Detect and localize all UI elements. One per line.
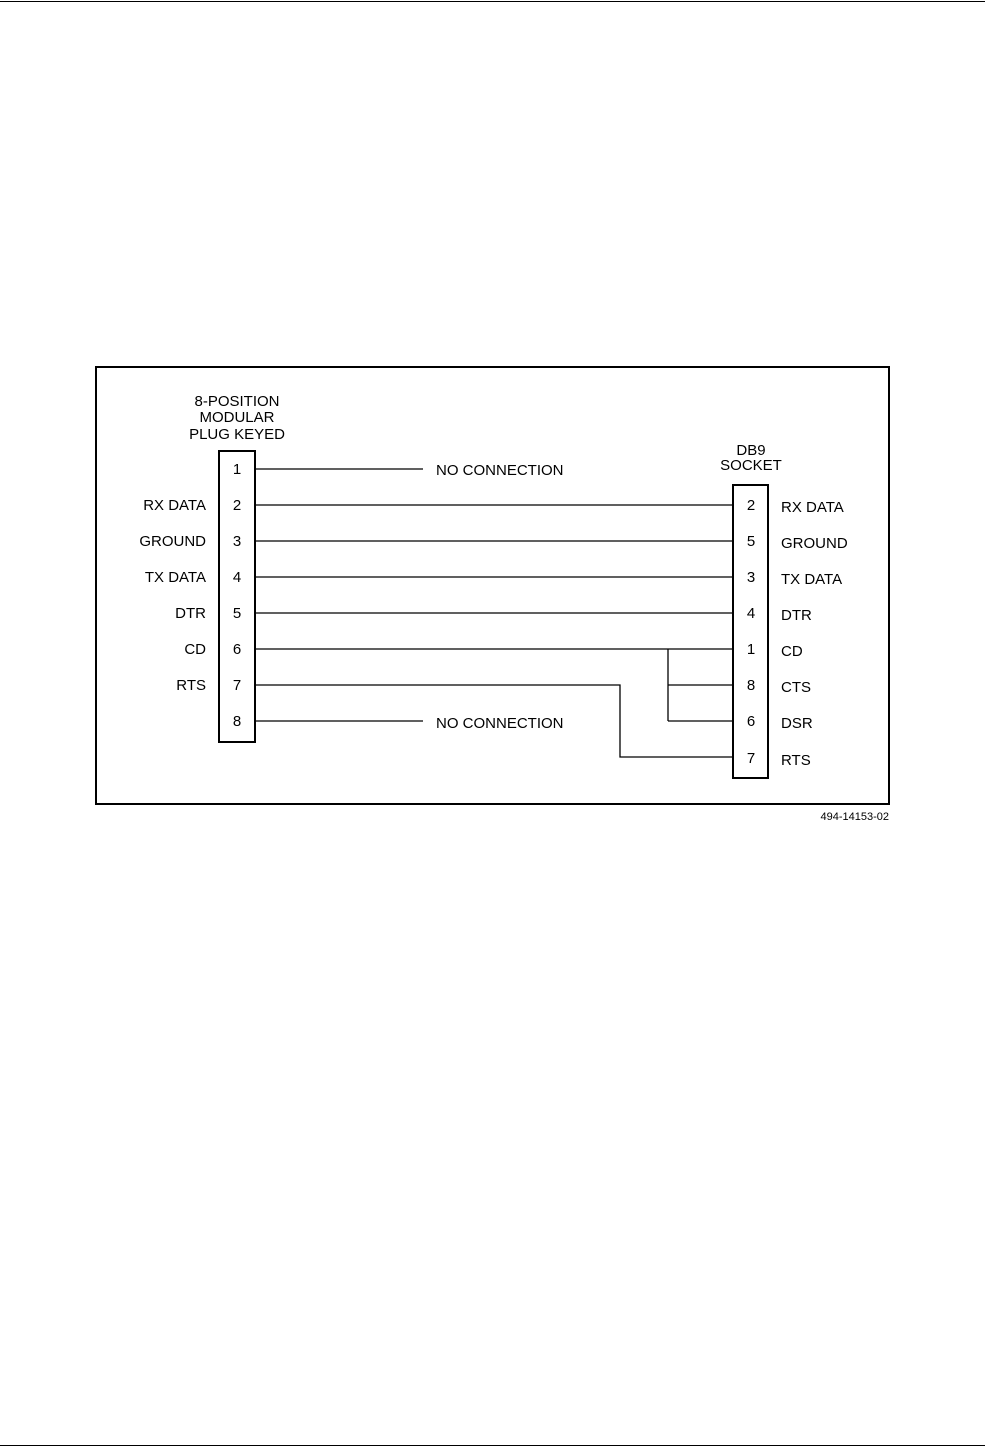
right-signal-label: GROUND xyxy=(781,535,848,552)
left-signal-label: GROUND xyxy=(139,533,206,550)
no-connection-label: NO CONNECTION xyxy=(436,715,564,732)
no-connection-label: NO CONNECTION xyxy=(436,462,564,479)
right-pin-number: 3 xyxy=(746,569,756,586)
right-pin-number: 6 xyxy=(746,713,756,730)
right-signal-label: DTR xyxy=(781,607,812,624)
left-connector-title xyxy=(189,393,285,443)
right-pin-number: 4 xyxy=(746,605,756,622)
wires xyxy=(255,469,733,757)
right-pin-number: 1 xyxy=(746,641,756,658)
left-title-line-1: 8-POSITION xyxy=(194,393,280,410)
right-signal-label: RTS xyxy=(781,752,811,769)
left-signal-labels xyxy=(139,497,206,694)
right-signal-label: DSR xyxy=(781,715,813,732)
left-pin-number: 5 xyxy=(232,605,242,622)
right-connector-title xyxy=(720,442,782,474)
left-pin-number: 6 xyxy=(232,641,242,658)
right-title-line-2: SOCKET xyxy=(720,457,782,474)
right-signal-label: CTS xyxy=(781,679,811,696)
right-title-line-1: DB9 xyxy=(736,442,766,459)
left-signal-label: RTS xyxy=(176,677,206,694)
left-signal-label: CD xyxy=(184,641,206,658)
left-pin-number: 2 xyxy=(232,497,242,514)
figure-number: 494-14153-02 xyxy=(820,811,889,823)
right-signal-label: TX DATA xyxy=(781,571,843,588)
left-signal-label: RX DATA xyxy=(143,497,206,514)
left-signal-label: DTR xyxy=(175,605,206,622)
left-connector-box xyxy=(219,451,255,742)
left-pin-number: 8 xyxy=(232,713,242,730)
left-pin-number: 7 xyxy=(232,677,242,694)
left-pin-number: 4 xyxy=(232,569,242,586)
right-pin-number: 7 xyxy=(746,750,756,767)
left-title-line-3: PLUG KEYED xyxy=(189,426,285,443)
right-signal-label: CD xyxy=(781,643,803,660)
left-pin-number: 1 xyxy=(232,461,242,478)
left-pin-number: 3 xyxy=(232,533,242,550)
right-pin-number: 8 xyxy=(746,677,756,694)
left-signal-label: TX DATA xyxy=(144,569,206,586)
right-signal-label: RX DATA xyxy=(781,499,844,516)
right-pin-number: 2 xyxy=(746,497,756,514)
right-pin-number: 5 xyxy=(746,533,756,550)
right-connector-box xyxy=(733,485,768,778)
right-signal-labels xyxy=(781,499,848,769)
left-title-line-2: MODULAR xyxy=(199,409,275,426)
